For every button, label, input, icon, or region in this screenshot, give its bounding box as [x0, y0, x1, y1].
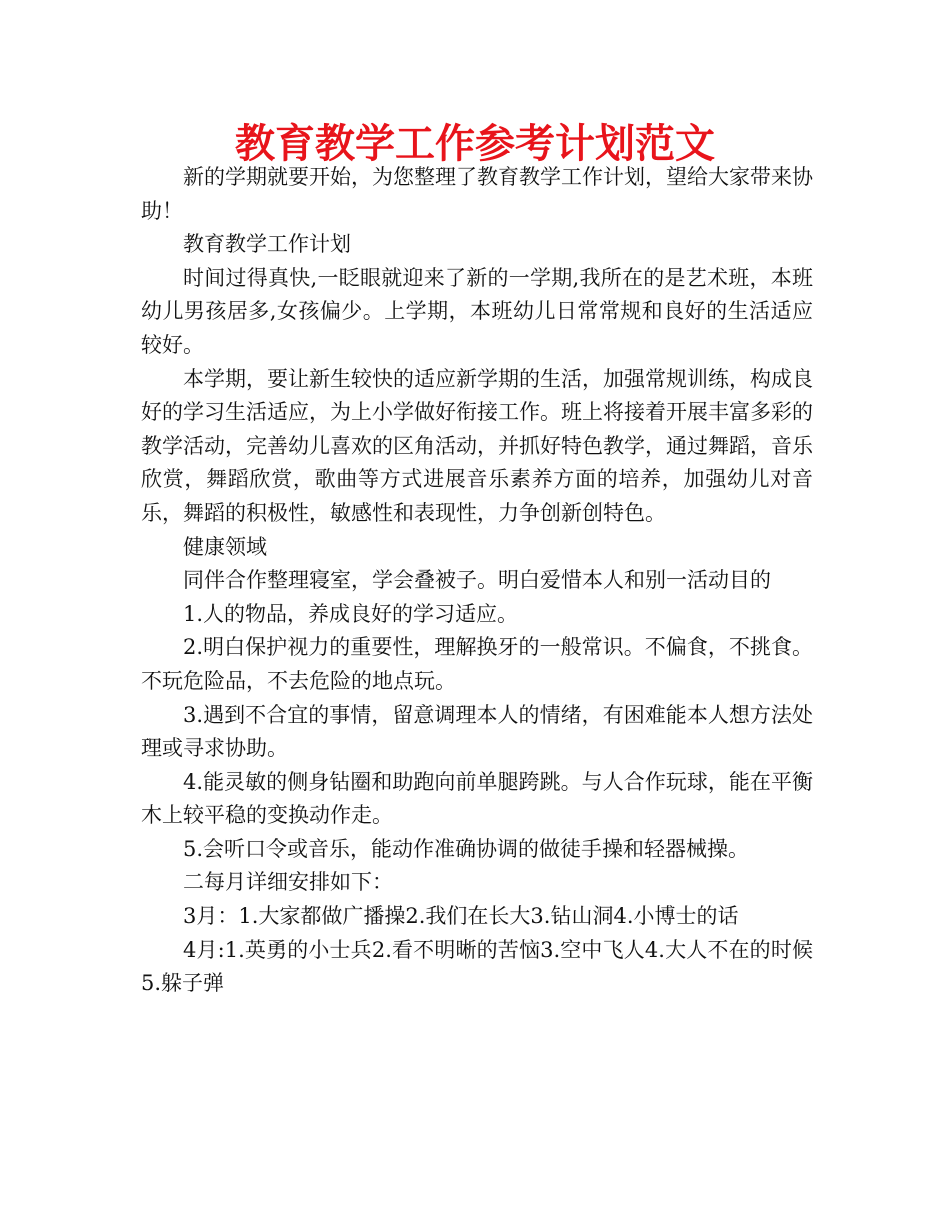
list-item: 3.遇到不合宜的事情，留意调理本人的情绪，有困难能本人想方法处理或寻求协助。: [141, 702, 813, 761]
body-paragraph: 时间过得真快,一眨眼就迎来了新的一学期,我所在的是艺术班，本班幼儿男孩居多,女孩偏少。上学期，本班幼儿日常常规和良好的生活适应较好。: [141, 265, 813, 357]
monthly-item: 4月:1.英勇的小士兵2.看不明晰的苦恼3.空中飞人4.大人不在的时候5.躲子弹: [141, 937, 813, 996]
list-item: 2.明白保护视力的重要性，理解换牙的一般常识。不偏食，不挑食。不玩危险品，不去危险的地点玩。: [141, 635, 813, 693]
list-item: 5.会听口令或音乐，能动作准确协调的做徒手操和轻器械操。: [183, 836, 750, 861]
body-paragraph: 本学期，要让新生较快的适应新学期的生活，加强常规训练，构成良好的学习生活适应，为上小学做好衔接工作。班上将接着开展丰富多彩的教学活动，完善幼儿喜欢的区角活动，并抓好特色教学，通过舞蹈，音乐欣赏，舞蹈欣赏，歌曲等方式进展音乐素养方面的培养，加强幼儿对音乐，舞蹈的积极性，敏感性和表现性，力争创新创特色。: [141, 366, 813, 525]
section-heading-monthly: 二每月详细安排如下：: [183, 870, 393, 895]
list-item: 1.人的物品，养成良好的学习适应。: [183, 601, 519, 626]
document-body: [141, 161, 813, 1001]
document-title: 教育教学工作参考计划范文: [235, 121, 715, 167]
section-heading-health: 健康领域: [183, 534, 267, 559]
section-heading-plan: 教育教学工作计划: [183, 232, 351, 257]
intro-paragraph: 新的学期就要开始，为您整理了教育教学工作计划，望给大家带来协助！: [141, 165, 813, 223]
monthly-item: 3月：1.大家都做广播操2.我们在长大3.钻山洞4.小博士的话: [183, 904, 739, 929]
list-item: 4.能灵敏的侧身钻圈和助跑向前单腿跨跳。与人合作玩球，能在平衡木上较平稳的变换动作走。: [141, 769, 813, 828]
body-paragraph: 同伴合作整理寝室，学会叠被子。明白爱惜本人和别一活动目的: [183, 568, 771, 593]
